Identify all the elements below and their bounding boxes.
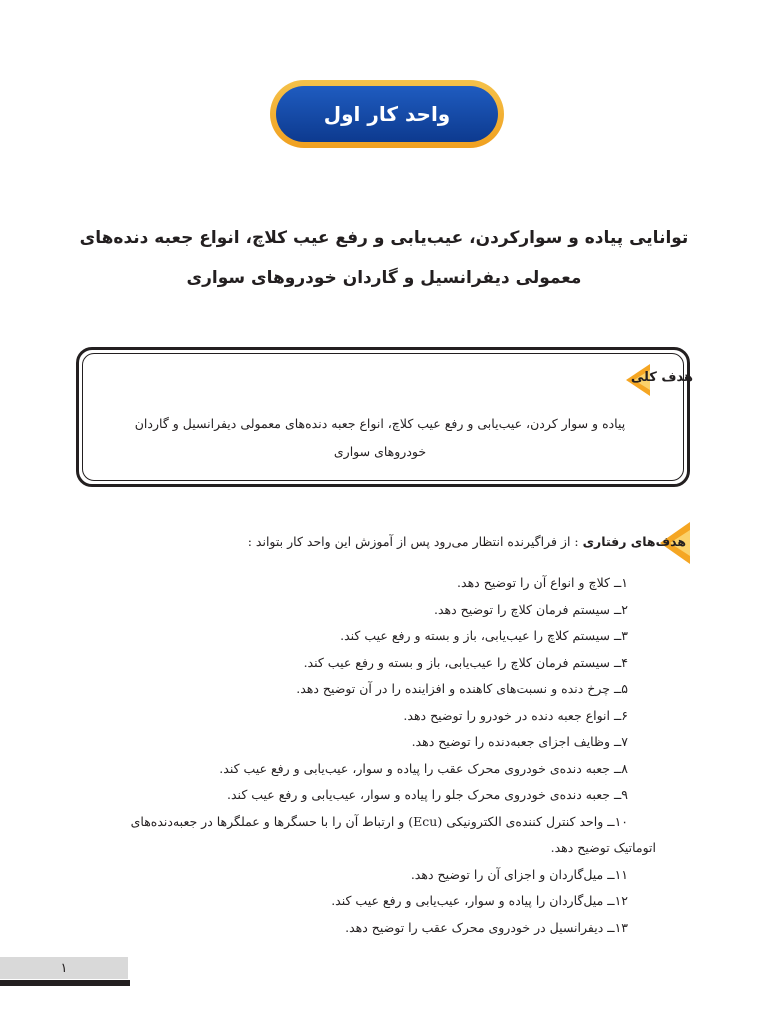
main-heading-line-1: توانایی پیاده و سوارکردن، عیب‌یابی و رفع عیب کلاچ، انواع جعبه دنده‌های	[79, 228, 689, 248]
general-goal-text-line-1: پیاده و سوار کردن، عیب‌یابی و رفع عیب کلاچ، انواع جعبه دنده‌های معمولی دیفرانسیل و گاردان	[134, 416, 626, 431]
list-item: ۱۳ــ دیفرانسیل در خودروی محرک عقب را توضیح دهد.	[345, 919, 628, 935]
list-item: ۵ــ چرخ دنده و نسبت‌های کاهنده و افزاینده را در آن توضیح دهد.	[296, 681, 628, 696]
list-item: ۶ــ انواع جعبه دنده در خودرو را توضیح دهد.	[403, 707, 628, 723]
list-item: ۱۲ــ میل‌گاردان را پیاده و سوار، عیب‌یابی و رفع عیب کند.	[331, 893, 628, 908]
unit-banner-inner	[276, 86, 498, 142]
unit-title: واحد کار اول	[323, 102, 451, 126]
page-number-tab	[0, 957, 128, 979]
general-goal-label: هدف کلی	[630, 370, 693, 385]
list-item-continuation: اتوماتیک توضیح دهد.	[550, 840, 656, 855]
list-item: ۱ــ کلاچ و انواع آن را توضیح دهد.	[457, 575, 628, 590]
behavioral-goals-heading	[248, 534, 686, 549]
page-footer-rule	[0, 980, 130, 986]
behavioral-goals-label: هدف‌های رفتاری	[582, 534, 686, 549]
general-goal-text-line-2: خودروهای سواری	[333, 444, 427, 459]
list-item: ۱۱ــ میل‌گاردان و اجزای آن را توضیح دهد.	[410, 866, 628, 882]
list-item: ۲ــ سیستم فرمان کلاچ را توضیح دهد.	[434, 601, 628, 617]
list-item: ۱۰ــ واحد کنترل کننده‌ی الکترونیکی (Ecu) و ارتباط آن را با حسگرها و عملگرها در جعبه‌دنده‌های	[130, 813, 628, 829]
list-item: ۸ــ جعبه دنده‌ی خودروی محرک عقب را پیاده و سوار، عیب‌یابی و رفع عیب کند.	[219, 760, 628, 776]
main-heading	[60, 218, 708, 298]
page-number: ۱	[60, 960, 68, 976]
behavioral-goals-intro: : از فراگیرنده انتظار می‌رود پس از آموزش این واحد کار بتواند :	[247, 534, 579, 549]
list-item: ۴ــ سیستم فرمان کلاچ را عیب‌یابی، باز و بسته و رفع عیب کند.	[303, 654, 628, 670]
list-item: ۷ــ وظایف اجزای جعبه‌دنده را توضیح دهد.	[411, 734, 628, 749]
main-heading-line-2: معمولی دیفرانسیل و گاردان خودروهای سواری	[186, 268, 582, 288]
list-item: ۳ــ سیستم کلاچ را عیب‌یابی، باز و بسته و رفع عیب کند.	[340, 628, 628, 643]
unit-banner	[270, 80, 504, 148]
list-item: ۹ــ جعبه دنده‌ی خودروی محرک جلو را پیاده و سوار، عیب‌یابی و رفع عیب کند.	[227, 787, 628, 802]
behavioral-goals-list	[108, 570, 656, 941]
general-goal-text	[130, 410, 630, 466]
